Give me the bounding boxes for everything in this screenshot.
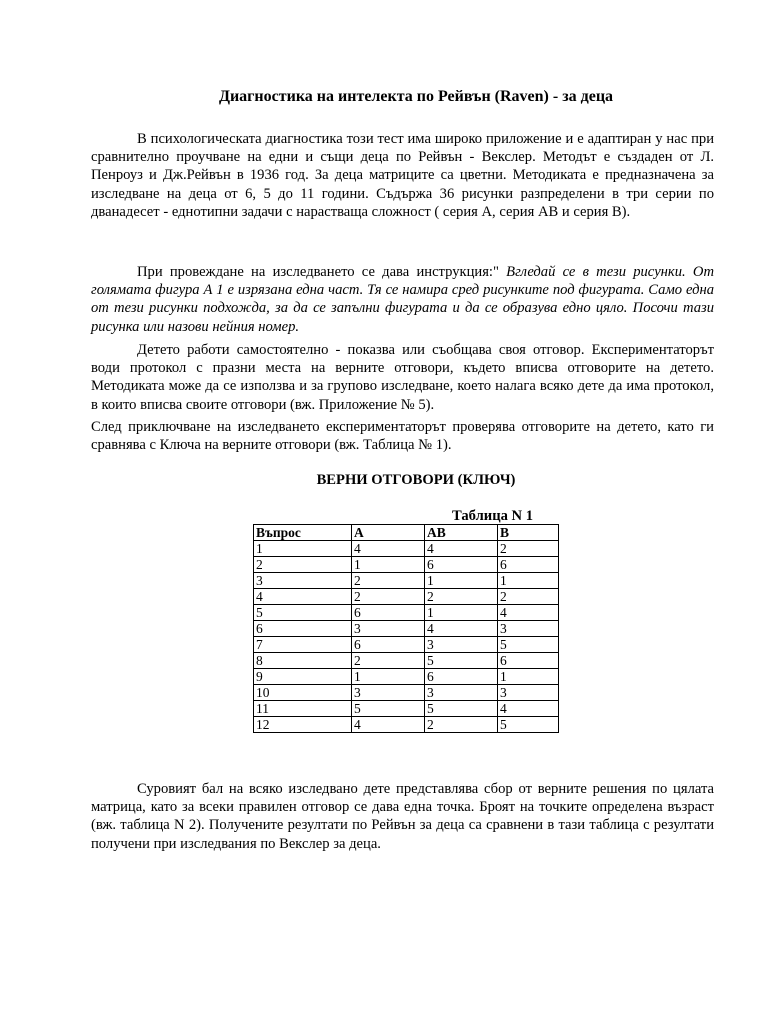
cell-series-a: 2 [352,589,425,605]
table-row [254,717,559,733]
table-row [254,653,559,669]
instruction-lead: При провеждане на изследването се дава инструкция:" [137,264,499,280]
cell-series-ab: 2 [425,589,498,605]
cell-series-ab: 3 [425,637,498,653]
cell-series-ab: 2 [425,717,498,733]
cell-series-b: 1 [498,573,559,589]
cell-series-a: 6 [352,605,425,621]
cell-series-a: 4 [352,717,425,733]
cell-series-a: 4 [352,541,425,557]
cell-series-ab: 1 [425,573,498,589]
cell-series-a: 2 [352,653,425,669]
cell-question: 4 [254,589,352,605]
cell-series-b: 1 [498,669,559,685]
cell-question: 10 [254,685,352,701]
cell-series-ab: 6 [425,557,498,573]
header-series-ab: АВ [425,525,498,541]
cell-series-b: 5 [498,637,559,653]
header-series-a: А [352,525,425,541]
cell-series-a: 3 [352,685,425,701]
header-series-b: В [498,525,559,541]
cell-series-ab: 5 [425,653,498,669]
cell-question: 3 [254,573,352,589]
cell-series-a: 2 [352,573,425,589]
scoring-paragraph: Суровият бал на всяко изследвано дете представлява сбор от верните решения по цялата матрица, като за всеки правилен отговор се дава една точка. Броят на точките определена възраст (вж. таблица N 2). Получените резултати по Рейвън за деца са сравнени в тази таблица с резултати получени при изследвания по Векслер за деца. [91,781,714,852]
table-row [254,605,559,621]
table-row [254,573,559,589]
cell-series-b: 2 [498,541,559,557]
table-row [254,701,559,717]
cell-question: 9 [254,669,352,685]
table-row [254,637,559,653]
answer-key-table [253,524,559,733]
cell-question: 5 [254,605,352,621]
cell-series-b: 4 [498,701,559,717]
cell-series-ab: 5 [425,701,498,717]
procedure-paragraph: Детето работи самостоятелно - показва или съобщава своя отговор. Експериментаторът води протокол с празни места на верните отговори, където вписва отговорите на детето. Методиката може да се използва и за групово изследване, което налага всяко дете да има протокол, в които вписва своите отговори (вж. Приложение № 5). [91,342,714,413]
cell-series-ab: 4 [425,541,498,557]
evaluation-paragraph: След приключване на изследването експериментаторът проверява отговорите на детето, като ги сравнява с Ключа на верните отговори (вж. Таблица № 1). [91,419,714,454]
cell-series-ab: 1 [425,605,498,621]
table-row [254,541,559,557]
cell-series-ab: 4 [425,621,498,637]
cell-series-b: 2 [498,589,559,605]
table-row [254,669,559,685]
table-header-row [254,525,559,541]
cell-series-a: 6 [352,637,425,653]
instruction-paragraph [91,263,714,336]
cell-series-b: 3 [498,621,559,637]
cell-question: 2 [254,557,352,573]
table-row [254,685,559,701]
cell-series-a: 3 [352,621,425,637]
cell-series-b: 4 [498,605,559,621]
table-caption: Таблица N 1 [452,508,534,524]
cell-question: 6 [254,621,352,637]
cell-question: 8 [254,653,352,669]
cell-series-a: 1 [352,669,425,685]
cell-series-ab: 3 [425,685,498,701]
cell-question: 12 [254,717,352,733]
document-title: Диагностика на интелекта по Рейвън (Raven) - за деца [218,88,614,105]
cell-series-b: 6 [498,557,559,573]
intro-paragraph: В психологическата диагностика този тест има широко приложение и е адаптиран у нас при сравнително проучване на едни и същи деца по Рейвън - Векслер. Методът е създаден от Л. Пенроуз и Дж.Рейвън в 1936 год. За деца матриците са цветни. Методиката е предназначена за изследване на деца от 6, 5 до 11 години. Съдържа 36 рисунки разпределени в три серии по дванадесет - еднотипни задачи с нарастваща сложност ( серия А, серия АВ и серия В). [91,131,714,220]
cell-series-a: 1 [352,557,425,573]
header-question: Въпрос [254,525,352,541]
answer-key-heading: ВЕРНИ ОТГОВОРИ (КЛЮЧ) [316,472,516,488]
table-row [254,589,559,605]
cell-series-b: 3 [498,685,559,701]
cell-series-b: 5 [498,717,559,733]
cell-question: 1 [254,541,352,557]
instruction-quote: Вгледай се в тези рисунки. От голямата фигура А 1 е изрязана една част. Тя се намира сред рисунките под фигурата. Само една от тези рисунки подхожда, за да се запълни фигурата и да се образува едно цяло. Посочи тази рисунка или назови нейния номер. [91,264,714,335]
table-row [254,557,559,573]
cell-question: 7 [254,637,352,653]
table-row [254,621,559,637]
cell-question: 11 [254,701,352,717]
cell-series-a: 5 [352,701,425,717]
cell-series-ab: 6 [425,669,498,685]
cell-series-b: 6 [498,653,559,669]
